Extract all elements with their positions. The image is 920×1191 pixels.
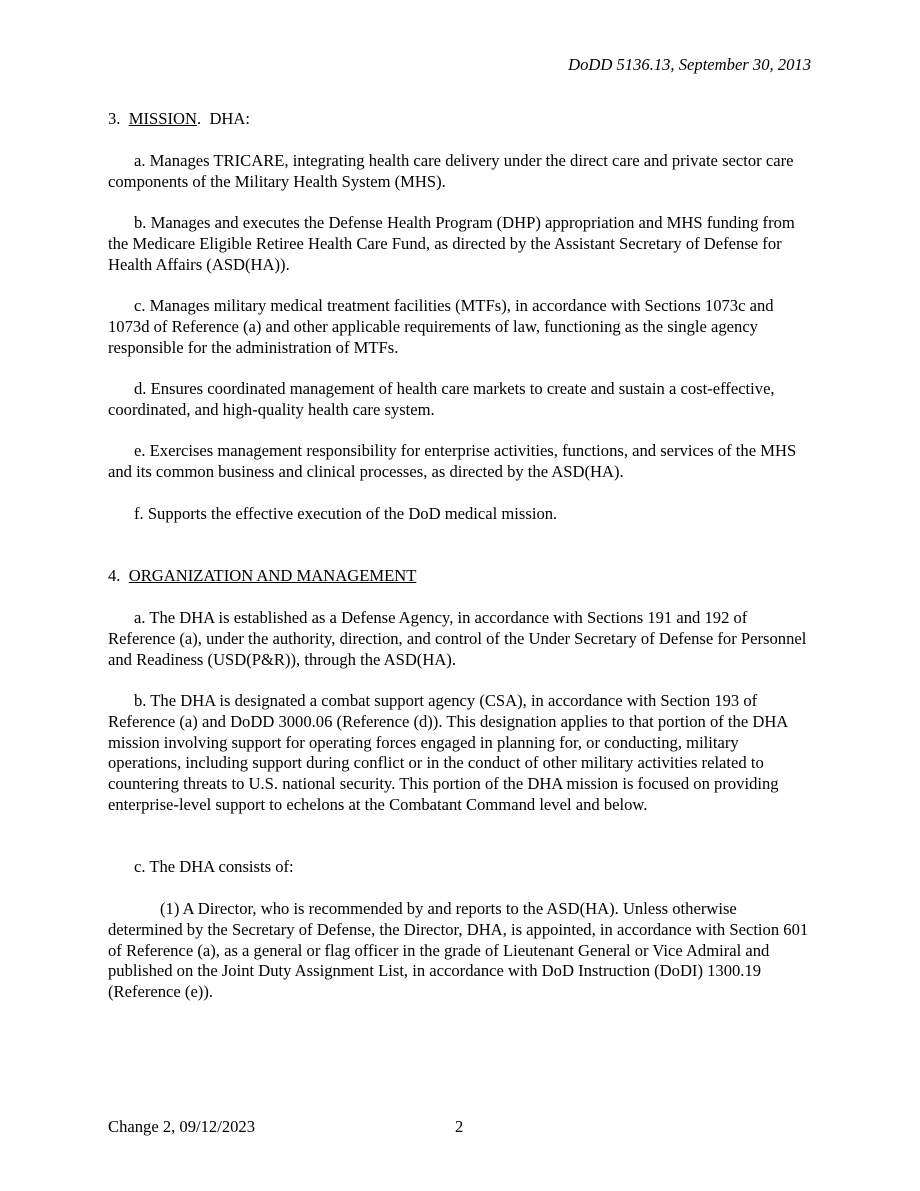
section-4-item-b: b. The DHA is designated a combat support agency (CSA), in accordance with Section 193 of Reference (a) and DoDD 3000.06 (Reference (d)). This designation applies to that portion of the DHA mission involving support for operating forces engaged in planning for, or conducting, military operations, including support during conflict or in the conduct of other military activities related to countering threats to U.S. national security. This portion of the DHA mission is focused on providing enterprise-level support to echelons at the Combatant Command level and below. (108, 691, 788, 814)
document-reference-header: DoDD 5136.13, September 30, 2013 (568, 55, 811, 74)
section-3-heading: 3. MISSION. DHA: (108, 109, 250, 128)
section-3-number: 3. (108, 109, 121, 128)
section-4-heading (108, 566, 812, 587)
section-3-item-d: d. Ensures coordinated management of health care markets to create and sustain a cost-effective, coordinated, and high-quality health care system. (108, 379, 775, 419)
section-4-item-a: a. The DHA is established as a Defense Agency, in accordance with Sections 191 and 192 of Reference (a), under the authority, direction, and control of the Under Secretary of Defense for Personnel and Readiness (USD(P&R)), through the ASD(HA). (108, 608, 807, 669)
footer-page-number: 2 (455, 1117, 464, 1136)
section-3-item-a: a. Manages TRICARE, integrating health care delivery under the direct care and private sector care components of the Military Health System (MHS). (108, 151, 794, 191)
section-3-item-f: f. Supports the effective execution of the DoD medical mission. (134, 504, 558, 523)
section-4-item-c-1: (1) A Director, who is recommended by and reports to the ASD(HA). Unless otherwise determined by the Secretary of Defense, the Director, DHA, is appointed, in accordance with Section 601 of Reference (a), as a general or flag officer in the grade of Lieutenant General or Vice Admiral and published on the Joint Duty Assignment List, in accordance with DoD Instruction (DoDI) 1300.19 (Reference (e)). (108, 899, 809, 1002)
section-3-subject: DHA: (209, 109, 250, 128)
section-3-title: MISSION (128, 109, 197, 128)
section-3-item-e: e. Exercises management responsibility for enterprise activities, functions, and services of the MHS and its common business and clinical processes, as directed by the ASD(HA). (108, 441, 797, 481)
section-3-item-b: b. Manages and executes the Defense Health Program (DHP) appropriation and MHS funding from the Medicare Eligible Retiree Health Care Fund, as directed by the Assistant Secretary of Defense for Health Affairs (ASD(HA)). (108, 213, 795, 274)
section-4-title: ORGANIZATION AND MANAGEMENT (128, 566, 417, 585)
footer-change-note: Change 2, 09/12/2023 (108, 1117, 256, 1136)
section-4-number: 4. (108, 566, 121, 585)
section-4-item-c: c. The DHA consists of: (134, 857, 294, 876)
section-3-item-c: c. Manages military medical treatment facilities (MTFs), in accordance with Sections 1073c and 1073d of Reference (a) and other applicable requirements of law, functioning as the single agency responsible for the administration of MTFs. (108, 296, 774, 357)
